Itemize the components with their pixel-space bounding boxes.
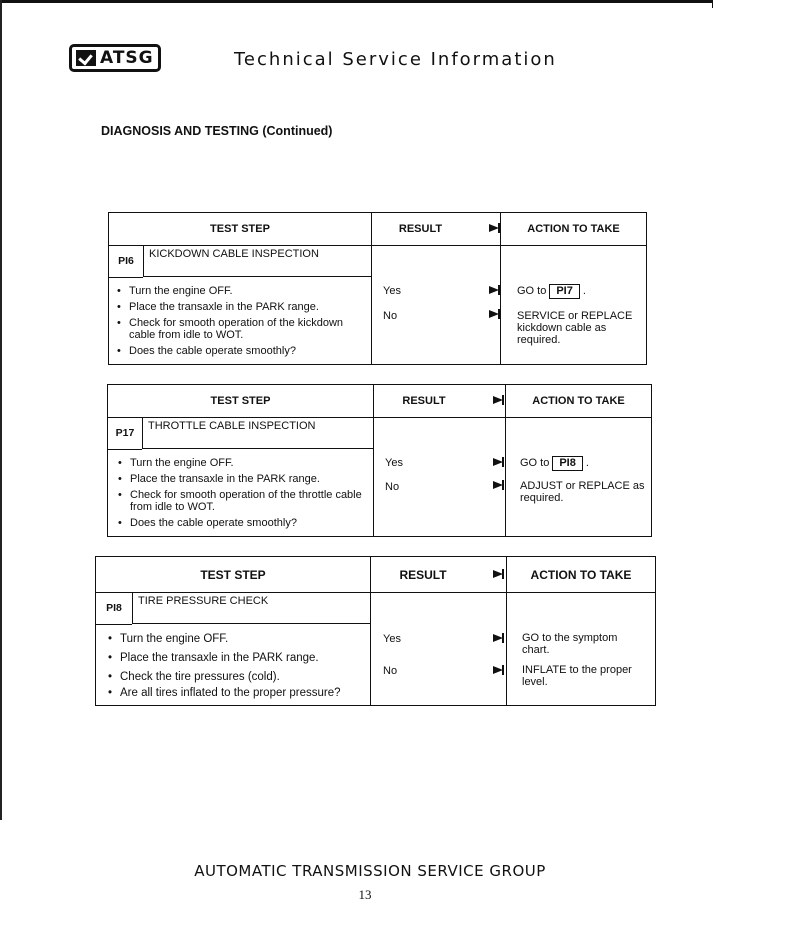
header-test-step: TEST STEP: [200, 567, 266, 582]
test-step-table-p17: [107, 384, 652, 537]
list-item: • Place the transaxle in the PARK range.: [106, 652, 368, 664]
list-item: • Check for smooth operation of the throttle cable from idle to WOT.: [116, 489, 368, 513]
step-bullet-list: [116, 457, 368, 533]
step-bullet-list: [115, 285, 365, 361]
action-no: ADJUST or REPLACE as required.: [520, 480, 645, 504]
header-action: ACTION TO TAKE: [530, 567, 632, 582]
list-item: • Turn the engine OFF.: [115, 285, 365, 297]
action-yes: GO to PI8 .: [520, 457, 589, 469]
top-border: [0, 0, 712, 3]
check-mark-icon: [76, 50, 96, 66]
action-no: SERVICE or REPLACE kickdown cable as required.: [517, 310, 633, 346]
list-item: • Are all tires inflated to the proper pressure?: [106, 687, 368, 699]
footer-organization: AUTOMATIC TRANSMISSION SERVICE GROUP: [194, 862, 546, 880]
list-item: • Does the cable operate smoothly?: [115, 345, 365, 357]
test-step-table-pi6: [108, 212, 647, 365]
result-yes: Yes: [383, 285, 401, 297]
result-yes: Yes: [383, 633, 401, 645]
action-yes: GO to the symptom chart.: [522, 632, 618, 656]
action-yes: GO to PI7 .: [517, 285, 586, 297]
header-test-step: TEST STEP: [210, 395, 271, 407]
top-border-corner: [712, 0, 713, 8]
step-title: TIRE PRESSURE CHECK: [132, 592, 370, 624]
header-result: RESULT: [402, 395, 446, 407]
list-item: • Place the transaxle in the PARK range.: [116, 473, 368, 485]
action-no: INFLATE to the proper level.: [522, 664, 632, 688]
header-action: ACTION TO TAKE: [532, 395, 625, 407]
page-number: 13: [358, 887, 372, 902]
atsg-logo: [69, 44, 161, 72]
step-reference: PI8: [552, 456, 583, 471]
result-no: No: [383, 310, 398, 322]
left-border: [0, 0, 2, 820]
list-item: • Check the tire pressures (cold).: [106, 671, 368, 683]
result-no: No: [385, 481, 400, 493]
list-item: • Turn the engine OFF.: [106, 633, 368, 645]
header-test-step: TEST STEP: [210, 223, 270, 235]
list-item: • Check for smooth operation of the kickdown cable from idle to WOT.: [115, 317, 365, 341]
list-item: • Turn the engine OFF.: [116, 457, 368, 469]
step-id: PI8: [96, 592, 133, 624]
header-result: RESULT: [399, 567, 447, 582]
result-yes: Yes: [385, 457, 403, 469]
logo-text: ATSG: [100, 48, 154, 68]
page-title: Technical Service Information: [234, 49, 557, 70]
step-reference: PI7: [549, 284, 580, 299]
header-result: RESULT: [398, 223, 443, 235]
header-action: ACTION TO TAKE: [527, 223, 620, 235]
step-id: PI6: [109, 245, 144, 277]
test-step-table-pi8: [95, 556, 656, 706]
step-title: THROTTLE CABLE INSPECTION: [142, 417, 373, 449]
step-id: P17: [108, 417, 143, 449]
list-item: • Does the cable operate smoothly?: [116, 517, 368, 529]
result-no: No: [383, 665, 398, 677]
step-title: KICKDOWN CABLE INSPECTION: [143, 245, 371, 277]
section-heading: DIAGNOSIS AND TESTING (Continued): [101, 124, 333, 138]
list-item: • Place the transaxle in the PARK range.: [115, 301, 365, 313]
step-bullet-list: [106, 633, 368, 703]
